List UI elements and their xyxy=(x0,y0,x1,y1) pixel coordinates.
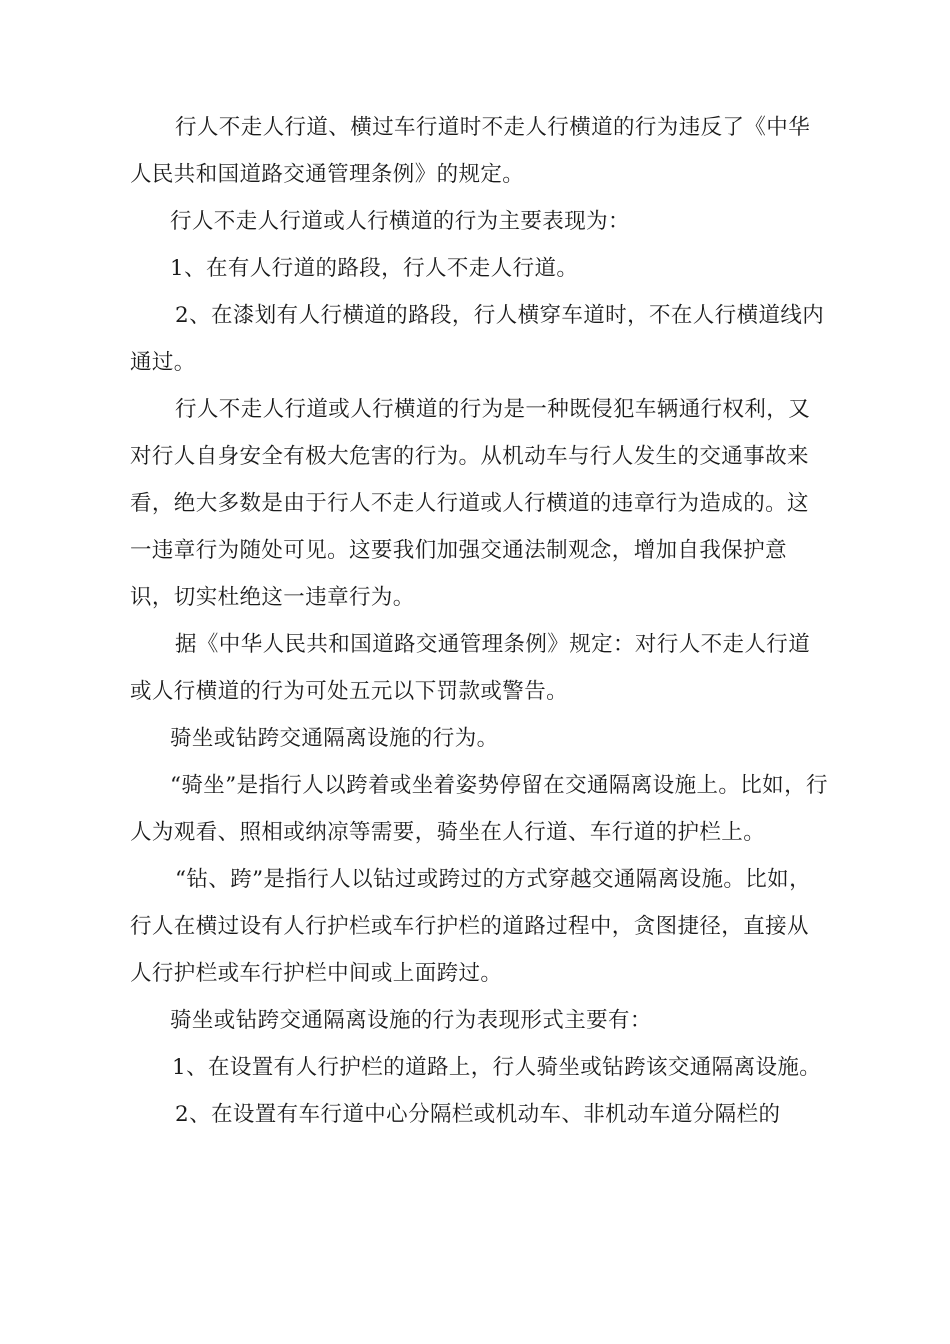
paragraph-12: 2、在设置有车行道中心分隔栏或机动车、非机动车道分隔栏的 xyxy=(175,1102,781,1127)
paragraph-1: 行人不走人行道、横过车行道时不走人行横道的行为违反了《中华人民共和国道路交通管理条例》的规定。 xyxy=(130,115,811,187)
paragraph-4: 2、在漆划有人行横道的路段，行人横穿车道时，不在人行横道线内通过。 xyxy=(130,303,825,375)
paragraph-9: “钻、跨”是指行人以钻过或跨过的方式穿越交通隔离设施。比如，行人在横过设有人行护栏或车行护栏的道路过程中，贪图捷径，直接从人行护栏或车行护栏中间或上面跨过。 xyxy=(130,867,811,986)
document-body xyxy=(130,104,830,1138)
paragraph-6: 据《中华人民共和国道路交通管理条例》规定：对行人不走人行道或人行横道的行为可处五元以下罚款或警告。 xyxy=(130,632,811,704)
paragraph-3: 1、在有人行道的路段，行人不走人行道。 xyxy=(170,256,579,281)
paragraph-8: “骑坐”是指行人以跨着或坐着姿势停留在交通隔离设施上。比如，行人为观看、照相或纳凉等需要，骑坐在人行道、车行道的护栏上。 xyxy=(130,773,828,845)
paragraph-11: 1、在设置有人行护栏的道路上，行人骑坐或钻跨该交通隔离设施。 xyxy=(172,1055,822,1080)
paragraph-7: 骑坐或钻跨交通隔离设施的行为。 xyxy=(170,726,499,751)
paragraph-5: 行人不走人行道或人行横道的行为是一种既侵犯车辆通行权利，又对行人自身安全有极大危害的行为。从机动车与行人发生的交通事故来看，绝大多数是由于行人不走人行道或人行横道的违章行为造成的。这一违章行为随处可见。这要我们加强交通法制观念，增加自我保护意识，切实杜绝这一违章行为。 xyxy=(130,397,811,610)
paragraph-2: 行人不走人行道或人行横道的行为主要表现为： xyxy=(170,209,630,234)
paragraph-10: 骑坐或钻跨交通隔离设施的行为表现形式主要有： xyxy=(170,1008,652,1033)
